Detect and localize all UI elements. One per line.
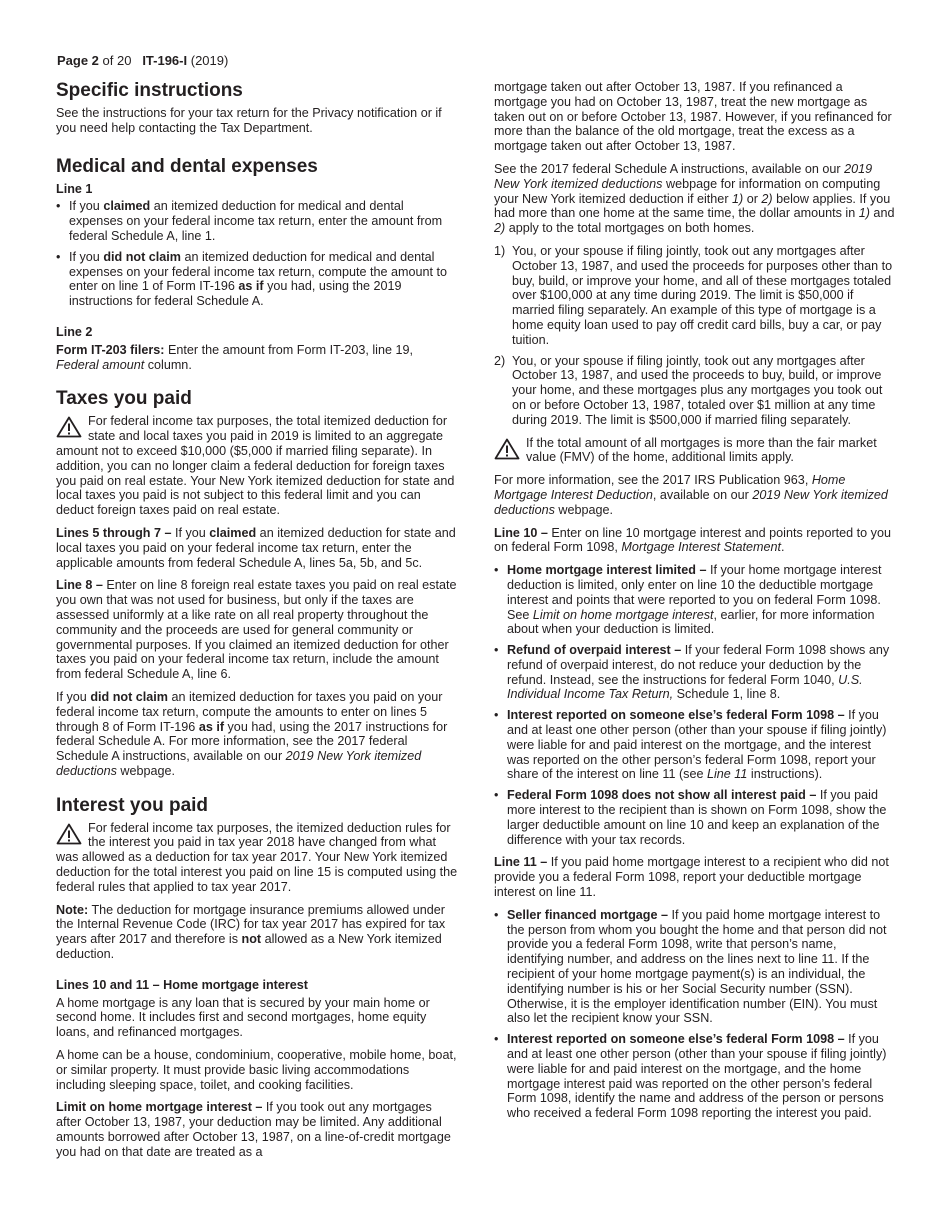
paragraph-line-8: Line 8 – Enter on line 8 foreign real estate taxes you paid on real estate you own that was not used for business, but only if the taxes are assessed uniformly at a like rate on all real property throughout the community and the proceeds are used for general community or governmental purposes. If you claimed an itemized deduction for other taxes you paid on your federal income tax return, include the amount from federal Schedule A, line 6.: [56, 578, 457, 682]
line10-list: [494, 563, 896, 847]
heading-taxes: Taxes you paid: [56, 388, 192, 410]
warning-triangle-icon: [494, 438, 522, 462]
subheading-line-1: Line 1: [56, 181, 93, 196]
paragraph-specific: See the instructions for your tax return for the Privacy notification or if you need help contacting the Tax Department.: [56, 106, 442, 135]
paragraph-note: Note: The deduction for mortgage insurance premiums allowed under the Internal Revenue Code (IRC) for tax year 2017 has expired for tax years after 2017 and therefore is not allowed as a New York itemized deduction.: [56, 902, 446, 962]
page-of: of 20: [102, 53, 132, 68]
left-column: [56, 80, 458, 1168]
right-column: [494, 80, 896, 1129]
form-year: (2019): [190, 53, 229, 68]
line11-list: [494, 908, 896, 1121]
list-item: • If you did not claim an itemized deduction for medical and dental expenses on your federal income tax return, compute the amount to enter on line 1 of Form IT-196 as if you had, using the 2019 instructions for federal Schedule A.: [56, 249, 448, 309]
line1-list: [56, 199, 458, 309]
list-item: 1) You, or your spouse if filing jointly, took out any mortgages after October 13, 1987, and used the proceeds for purposes other than to buy, build, or improve your home, and all of these mortgages totaled over $100,000 at any time during 2019. The limit is $50,000 if married filing separately. An example of this type of mortgage is a home equity loan used to pay off credit card bills, buy a car, or pay tuition.: [494, 243, 893, 347]
list-item: • Interest reported on someone else’s federal Form 1098 – If you and at least one other person (other than your spouse if filing jointly) were liable for and paid interest on the mortgage, and the home mortgage interest paid was reported on the other person’s federal Form 1098, identify the name and address of the person or persons who received a federal Form 1098 reporting the interest you paid.: [494, 1032, 887, 1121]
paragraph-line-11: Line 11 – If you paid home mortgage interest to a recipient who did not provide you a federal Form 1098, report your deductible mortgage interest on line 11.: [494, 855, 889, 900]
bullet: •: [56, 199, 61, 214]
warning-triangle-icon: [56, 823, 84, 847]
fmv-warning: If the total amount of all mortgages is more than the fair market value (FMV) of the home, additional limits apply.: [494, 436, 896, 466]
subheading-line-2: Line 2: [56, 324, 93, 339]
heading-specific-instructions: Specific instructions: [56, 80, 243, 101]
subheading-lines-10-11: Lines 10 and 11 – Home mortgage interest: [56, 977, 308, 992]
paragraph-did-not-claim: If you did not claim an itemized deduction for taxes you paid on your federal income tax return, compute the amounts to enter on lines 5 through 8 of Form IT-196 as if you had, using the 2017 instructions for federal Schedule A. For more information, see the 2017 federal Schedule A instructions, available on our 2019 New York itemized deductions webpage.: [56, 689, 448, 778]
heading-interest: Interest you paid: [56, 794, 209, 816]
list-item: • Interest reported on someone else’s federal Form 1098 – If you and at least one other person (other than your spouse if filing jointly) were liable for and paid interest on the mortgage, and the interest was reported on the other person’s federal Form 1098, report your share of the interest on line 11 (see Line 11 instructions).: [494, 708, 887, 782]
numbered-list: [494, 244, 896, 428]
list-item: • If you claimed an itemized deduction for medical and dental expenses on your federal income tax return, enter the amount from federal Schedule A, line 1.: [56, 199, 443, 243]
paragraph-home: A home can be a house, condominium, cooperative, mobile home, boat, or similar property. It must provide basic living accommodations including sleeping space, toilet, and cooking facilities.: [56, 1048, 457, 1092]
paragraph-line-2: Form IT-203 filers: Enter the amount from Form IT-203, line 19, Federal amount column.: [56, 342, 413, 372]
list-item: 2) You, or your spouse if filing jointly, took out any mortgages after October 13, 1987, and used the proceeds to buy, build, or improve your home, and these mortgages plus any mortgages you took out on or before October 13, 1987, totaled over $1 million at any time during 2019. The limit is $500,000 if married filing separately.: [494, 353, 883, 427]
list-item: • Home mortgage interest limited – If your home mortgage interest deduction is limited, only enter on line 10 the deductible mortgage interest and points that were reported to you on federal Form 1098. See Limit on home mortgage interest, earlier, for more information about when your deduction is limited.: [494, 563, 882, 637]
page-label: Page 2: [57, 53, 99, 68]
form-number: IT-196-I: [142, 53, 188, 68]
paragraph-more-info: For more information, see the 2017 IRS Publication 963, Home Mortgage Interest Deduction, available on our 2019 New York itemized deductions webpage.: [494, 473, 888, 517]
heading-medical: Medical and dental expenses: [56, 155, 318, 177]
paragraph-lines-5-7: Lines 5 through 7 – If you claimed an itemized deduction for state and local taxes you paid on your federal income tax return, enter the applicable amounts from federal Schedule A, lines 5a, 5b, and 5c.: [56, 525, 456, 570]
page-header: [57, 54, 228, 69]
warning-triangle-icon: [56, 416, 84, 440]
taxes-warning: For federal income tax purposes, the total itemized deduction for state and local taxes you paid in 2019 is limited to an aggregate amount not to exceed $10,000 ($5,000 if married filing separate). In addition, you can no longer claim a federal deduction for foreign taxes you paid on real estate. Your New York itemized deduction for state and local taxes you paid is not subject to this federal limit and you can deduct foreign taxes paid on real estate.: [56, 414, 455, 518]
paragraph-see-schedule-a: See the 2017 federal Schedule A instructions, available on our 2019 New York itemized deductions webpage for information on computing your New York itemized deduction if either 1) or 2) below applies. If you had more than one home at the same time, the dollar amounts in 1) and 2) apply to the total mortgages on both homes.: [494, 161, 895, 236]
paragraph-limit: Limit on home mortgage interest – If you took out any mortgages after October 13, 1987, your deduction may be limited. Any additional amounts borrowed after October 13, 1987, on a line-of-credit mortgage you had on that date are treated as a: [56, 1100, 451, 1159]
interest-warning: For federal income tax purposes, the itemized deduction rules for the interest you paid in tax year 2018 have changed from what was allowed as a deduction for tax year 2017. Your New York itemized deduction for the total interest you paid on line 15 is computed using the federal rules that applied to tax year 2017.: [56, 820, 458, 894]
paragraph-line-10: Line 10 – Enter on line 10 mortgage interest and points reported to you on federal Form 1098, Mortgage Interest Statement.: [494, 525, 891, 555]
list-item: • Federal Form 1098 does not show all interest paid – If you paid more interest to the recipient than is shown on Form 1098, show the larger deductible amount on line 10 and keep an explanation of the difference with your tax records.: [494, 788, 887, 847]
list-item: • Seller financed mortgage – If you paid home mortgage interest to the person from whom you bought the home and that person did not provide you a federal Form 1098, write that person’s name, identifying number, and address on the lines next to line 11. If the recipient of your home mortgage payment(s) is an individual, the identifying number is his or her Social Security number (SSN). Otherwise, it is the employer identification number (EIN). You must also let the recipient know your SSN.: [494, 907, 887, 1026]
paragraph-continued: mortgage taken out after October 13, 1987. If you refinanced a mortgage you had on October 13, 1987, treat the new mortgage as taken out on or before October 13, 1987. However, if you refinanced for more than the balance of the old mortgage, treat the excess as a mortgage taken out after October 13, 1987.: [494, 80, 892, 154]
paragraph-home-mortgage: A home mortgage is any loan that is secured by your main home or second home. It includes first and second mortgages, home equity loans, and refinanced mortgages.: [56, 995, 430, 1040]
list-item: • Refund of overpaid interest – If your federal Form 1098 shows any refund of overpaid interest, do not reduce your deduction by the refund. Instead, see the instructions for federal Form 1040, U.S. Individual Income Tax Return, Schedule 1, line 8.: [494, 643, 890, 702]
bullet: •: [56, 249, 61, 264]
